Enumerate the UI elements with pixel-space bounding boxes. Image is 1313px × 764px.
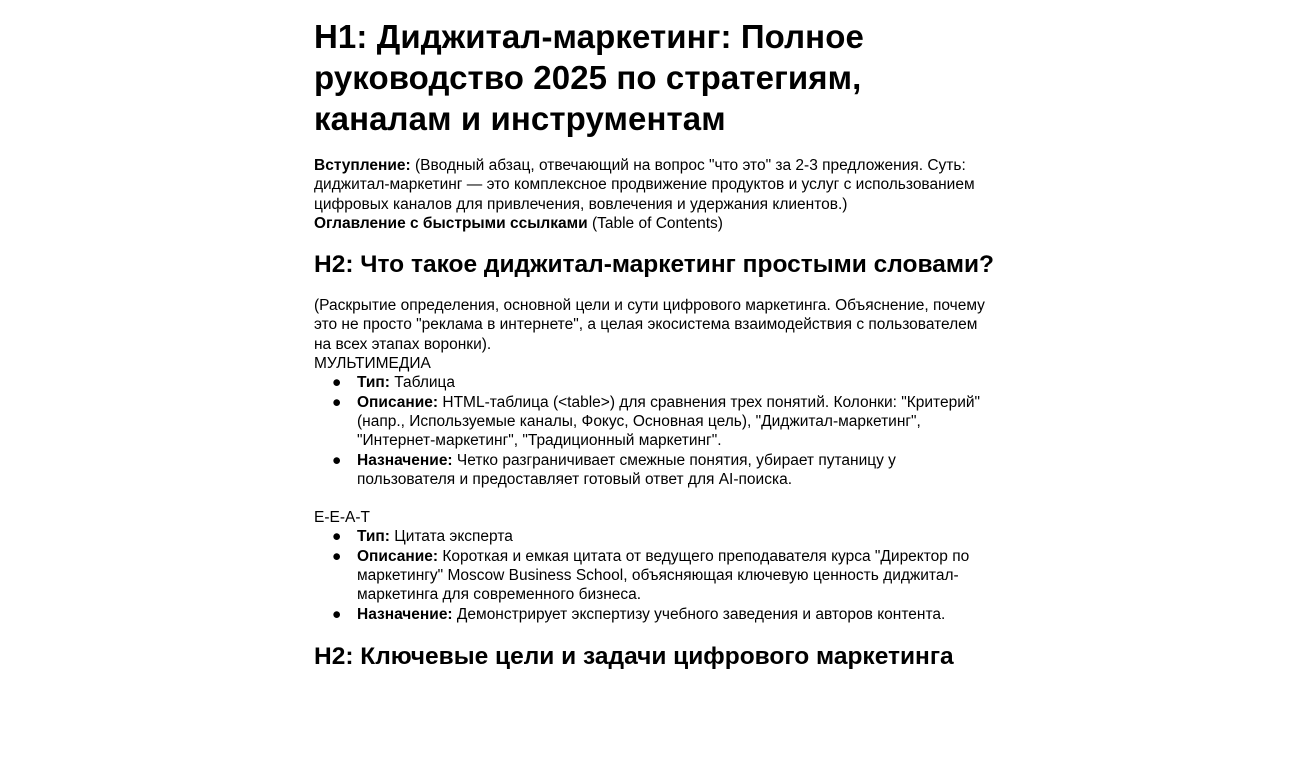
bullet-icon: ● [332, 528, 342, 546]
item-text: HTML-таблица (<table>) для сравнения трех понятий. Колонки: "Критерий" (напр., Используемые каналы, Фокус, Основная цель), "Диджитал-маркетинг", "Интернет-маркетинг", "Традиционный маркетинг". [357, 393, 981, 450]
section-paragraph: (Раскрытие определения, основной цели и сути цифрового маркетинга. Объяснение, почему это не просто "реклама в интернете", а целая экосистема взаимодействия с пользователем на всех этапах воронки). [314, 297, 985, 353]
item-label: Тип: [357, 374, 390, 392]
intro-paragraph [314, 156, 994, 214]
item-label: Назначение: [357, 605, 453, 623]
item-text: Демонстрирует экспертизу учебного заведения и авторов контента. [452, 605, 946, 623]
page-title: H1: Диджитал-маркетинг: Полное руководство 2025 по стратегиям, каналам и инструментам [314, 18, 864, 137]
intro-text: (Вводный абзац, отвечающий на вопрос "что это" за 2-3 предложения. Суть: диджитал-маркетинг — это комплексное продвижение продуктов и услуг с использованием цифровых каналов для привлечения, вовлечения и удержания клиентов.) [314, 157, 975, 213]
list-item [314, 393, 994, 451]
bullet-icon: ● [332, 393, 342, 411]
section-heading-goals: H2: Ключевые цели и задачи цифрового маркетинга [314, 642, 954, 670]
item-label: Тип: [357, 528, 390, 546]
toc-label: Оглавление с быстрыми ссылками [314, 214, 588, 232]
toc-line [314, 214, 994, 233]
list-item [314, 605, 994, 624]
multimedia-block-title: МУЛЬТИМЕДИА [314, 355, 431, 373]
toc-text: (Table of Contents) [587, 214, 723, 232]
item-text: Четко разграничивает смежные понятия, убирает путаницу у пользователя и предоставляет готовый ответ для AI-поиска. [357, 451, 896, 488]
list-item [314, 451, 994, 490]
list-item [314, 547, 994, 605]
list-item [314, 527, 994, 546]
bullet-icon: ● [332, 451, 342, 469]
list-item [314, 373, 994, 392]
item-text: Цитата эксперта [389, 528, 513, 546]
eeat-block-title: E-E-A-T [314, 509, 370, 527]
bullet-icon: ● [332, 547, 342, 565]
item-text: Таблица [389, 374, 456, 392]
intro-label: Вступление: [314, 157, 411, 174]
section-heading-what-is: H2: Что такое диджитал-маркетинг простыми словами? [314, 251, 994, 279]
spacer [314, 489, 994, 508]
item-label: Назначение: [357, 451, 453, 469]
item-label: Описание: [357, 547, 439, 565]
item-label: Описание: [357, 393, 439, 411]
bullet-icon: ● [332, 605, 342, 623]
eeat-list [314, 527, 994, 623]
bullet-icon: ● [332, 374, 342, 392]
multimedia-list [314, 373, 994, 489]
document [314, 0, 994, 672]
item-text: Короткая и емкая цитата от ведущего преподавателя курса "Директор по маркетингу" Moscow Business School, объясняющая ключевую ценность диджитал-маркетинга для современного бизнеса. [357, 547, 970, 604]
